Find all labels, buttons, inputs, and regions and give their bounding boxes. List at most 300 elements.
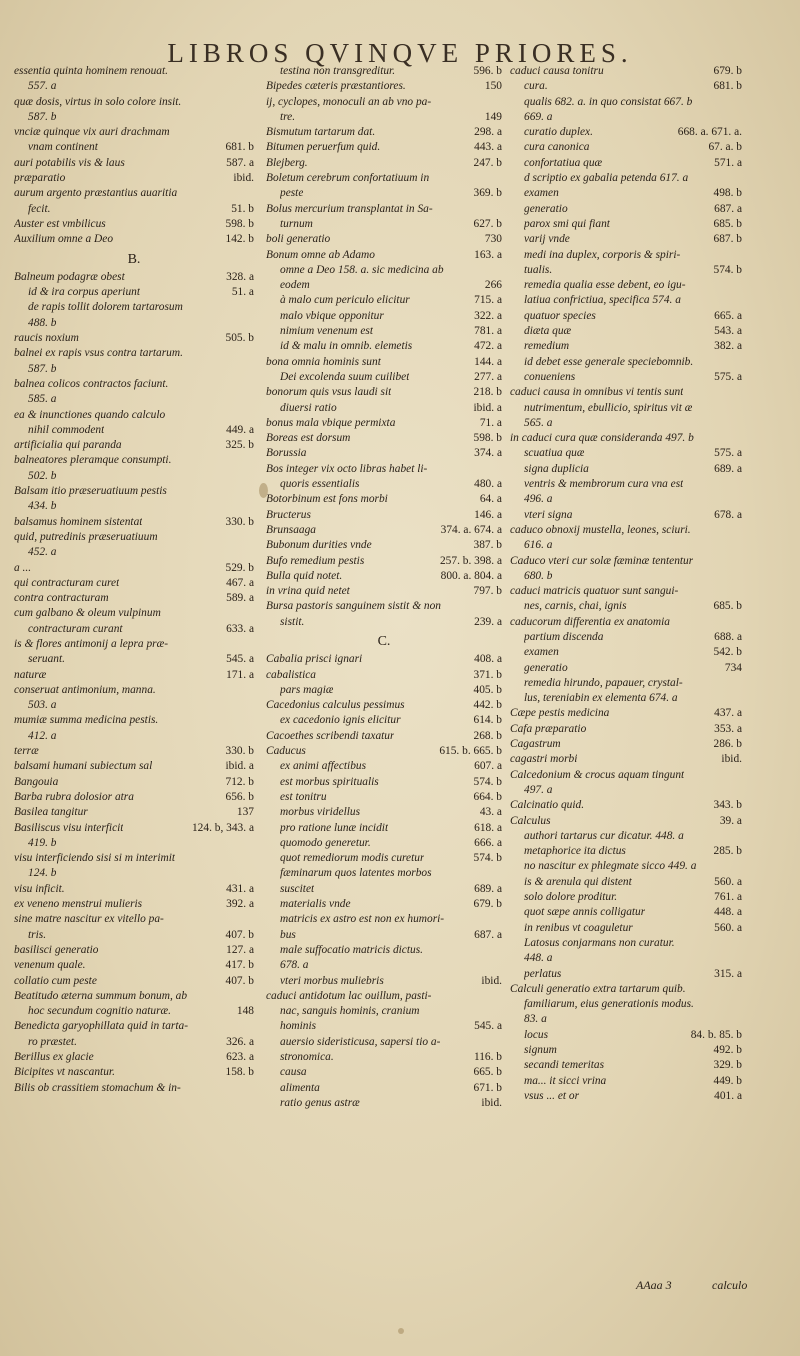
entry-text: nutrimentum, ebullicio, spiritus vit æ xyxy=(524,401,693,414)
page-reference: 687. a xyxy=(714,202,742,215)
index-entry xyxy=(266,1050,502,1065)
page-reference: 614. b xyxy=(473,714,502,727)
entry-text: locus xyxy=(524,1028,549,1041)
index-entry xyxy=(266,1065,502,1080)
page-reference: 681. b xyxy=(713,80,742,93)
index-entry xyxy=(14,408,254,423)
entry-text: Bolus mercurium transplantat in Sa- xyxy=(266,202,433,215)
index-entry xyxy=(266,278,502,293)
entry-text: Balneum podagræ obest xyxy=(14,270,125,283)
entry-text: 502. b xyxy=(28,469,57,482)
page-reference: 665. a xyxy=(714,309,742,322)
index-entry xyxy=(266,698,502,713)
index-entry xyxy=(266,385,502,400)
entry-text: is & arenula qui distent xyxy=(524,875,632,888)
page-reference: 543. a xyxy=(714,325,742,338)
index-entry xyxy=(510,186,742,201)
index-entry xyxy=(266,416,502,431)
index-entry xyxy=(510,1058,742,1073)
entry-text: cura. xyxy=(524,80,548,93)
page-reference: 545. a xyxy=(474,1020,502,1033)
entry-text: nac, sanguis hominis, cranium xyxy=(280,1005,420,1018)
page-reference: 315. a xyxy=(714,967,742,980)
index-entry xyxy=(510,385,742,400)
entry-text: remedium xyxy=(524,340,570,353)
index-entry xyxy=(14,1035,254,1050)
page-reference: 268. b xyxy=(473,729,502,742)
page-reference: 442. b xyxy=(473,699,502,712)
entry-text: ex cacedonio ignis elicitur xyxy=(280,714,401,727)
entry-text: auersio sideristicusa, sapersi tio a- xyxy=(280,1035,441,1048)
index-entry xyxy=(266,492,502,507)
index-entry xyxy=(510,875,742,890)
page-reference: 781. a xyxy=(474,325,502,338)
index-entry xyxy=(14,683,254,698)
index-entry xyxy=(266,523,502,538)
index-entry xyxy=(510,783,742,798)
page-reference: 730 xyxy=(484,233,502,246)
index-entry xyxy=(510,691,742,706)
page-reference: 560. a xyxy=(714,921,742,934)
page-reference: 64. a xyxy=(479,493,502,506)
page-reference: 615. b. 665. b xyxy=(439,745,502,758)
entry-text: Calcinatio quid. xyxy=(510,799,585,812)
page-reference: 329. b xyxy=(713,1059,742,1072)
index-entry xyxy=(266,851,502,866)
entry-text: nes, carnis, chai, ignis xyxy=(524,600,627,613)
entry-text: ma... it sicci vrina xyxy=(524,1074,607,1087)
page-reference: 401. a xyxy=(714,1089,742,1102)
entry-text: latiua confrictiua, specifica 574. a xyxy=(524,294,681,307)
entry-text: 557. a xyxy=(28,80,57,93)
index-entry xyxy=(510,554,742,569)
page-reference: 374. a xyxy=(474,447,502,460)
index-entry xyxy=(14,270,254,285)
index-entry xyxy=(14,125,254,140)
index-entry xyxy=(510,156,742,171)
page-reference: 587. a xyxy=(226,156,254,169)
entry-text: ex animi affectibus xyxy=(280,760,367,773)
page-reference: 712. b xyxy=(225,775,254,788)
entry-text: generatio xyxy=(524,661,568,674)
index-entry xyxy=(14,744,254,759)
index-entry xyxy=(14,606,254,621)
index-entry xyxy=(510,905,742,920)
page-reference: 408. a xyxy=(474,653,502,666)
index-entry xyxy=(14,362,254,377)
index-entry xyxy=(510,645,742,660)
index-entry xyxy=(266,974,502,989)
index-entry xyxy=(14,1081,254,1096)
index-entry xyxy=(266,263,502,278)
index-entry xyxy=(14,140,254,155)
page-reference: 374. a. 674. a xyxy=(440,523,502,536)
index-entry xyxy=(266,882,502,897)
index-entry xyxy=(266,202,502,217)
entry-text: Caduco vteri cur solæ fæminæ tententur xyxy=(510,554,694,567)
index-entry xyxy=(14,974,254,989)
page-reference: 589. a xyxy=(226,592,254,605)
page-reference: 387. b xyxy=(473,539,502,552)
entry-text: cum galbano & oleum vulpinum xyxy=(14,607,161,620)
index-entry xyxy=(510,967,742,982)
entry-text: Bulla quid notet. xyxy=(266,569,343,582)
entry-text: Bubonum durities vnde xyxy=(266,539,372,552)
index-entry xyxy=(510,737,742,752)
index-entry xyxy=(266,446,502,461)
index-entry xyxy=(266,293,502,308)
index-entry xyxy=(266,1004,502,1019)
entry-text: male suffocatio matricis dictus. xyxy=(280,943,424,956)
entry-text: 419. b xyxy=(28,836,57,849)
index-entry xyxy=(266,759,502,774)
page-reference: ibid. xyxy=(233,172,254,185)
page-reference: 596. b xyxy=(473,65,502,77)
entry-text: Benedicta garyophillata quid in tarta- xyxy=(14,1020,189,1033)
page-reference: 665. b xyxy=(473,1066,502,1079)
page-reference: 142. b xyxy=(225,233,254,246)
entry-text: mumiæ summa medicina pestis. xyxy=(14,714,159,727)
page-reference: ibid. a xyxy=(225,760,254,773)
index-entry xyxy=(266,912,502,927)
entry-text: collatio cum peste xyxy=(14,974,97,987)
index-entry xyxy=(14,346,254,361)
index-entry xyxy=(266,989,502,1004)
entry-text: tris. xyxy=(28,928,47,941)
index-entry xyxy=(510,921,742,936)
entry-text: Dei excolenda suum cuilibet xyxy=(280,370,410,383)
index-entry xyxy=(266,943,502,958)
index-entry xyxy=(266,309,502,324)
page-reference: 761. a xyxy=(714,891,742,904)
page-reference: 574. b xyxy=(713,263,742,276)
entry-text: præparatio xyxy=(14,172,66,185)
index-entry xyxy=(510,248,742,263)
index-entry xyxy=(14,805,254,820)
index-entry xyxy=(510,798,742,813)
index-entry xyxy=(510,1028,742,1043)
entry-text: 616. a xyxy=(524,539,553,552)
index-entry xyxy=(14,110,254,125)
page-reference: 322. a xyxy=(474,309,502,322)
entry-text: remedia qualia esse debent, eo igu- xyxy=(524,279,686,292)
entry-text: 503. a xyxy=(28,699,57,712)
page-reference: 443. a xyxy=(474,141,502,154)
entry-text: morbus viridellus xyxy=(280,806,361,819)
index-entry xyxy=(510,936,742,951)
page-reference: 666. a xyxy=(474,836,502,849)
index-entry xyxy=(510,95,742,110)
index-entry xyxy=(510,339,742,354)
entry-text: caducorum differentia ex anatomia xyxy=(510,615,670,628)
entry-text: testina non transgreditur. xyxy=(280,65,396,77)
page-reference: 116. b xyxy=(473,1051,502,1063)
index-entry xyxy=(14,821,254,836)
index-entry xyxy=(14,171,254,186)
index-entry xyxy=(510,492,742,507)
page-reference: 286. b xyxy=(713,738,742,751)
entry-text: matricis ex astro est non ex humori- xyxy=(280,913,445,926)
entry-text: qui contracturam curet xyxy=(14,576,120,589)
entry-text: 678. a xyxy=(280,959,309,972)
entry-text: balsami humani subiectum sal xyxy=(14,760,153,773)
page-reference: 277. a xyxy=(474,370,502,383)
entry-text: lus, tereniabin ex elementa 674. a xyxy=(524,692,678,705)
index-column-3 xyxy=(510,64,742,1294)
index-entry xyxy=(266,569,502,584)
entry-text: Botorbinum est fons morbi xyxy=(266,493,388,506)
page-reference: 163. a xyxy=(474,248,502,261)
index-entry xyxy=(266,652,502,667)
page-reference: 448. a xyxy=(714,906,742,919)
entry-text: Blejberg. xyxy=(266,156,308,169)
entry-text: balnei ex rapis vsus contra tartarum. xyxy=(14,347,183,360)
index-entry xyxy=(266,668,502,683)
index-entry xyxy=(510,661,742,676)
entry-text: materialis vnde xyxy=(280,898,351,911)
entry-text: 496. a xyxy=(524,493,553,506)
index-entry xyxy=(14,1050,254,1065)
index-entry xyxy=(14,882,254,897)
page-reference: 158. b xyxy=(225,1066,254,1079)
entry-text: Beatitudo æterna summum bonum, ab xyxy=(14,989,188,1002)
index-entry xyxy=(266,110,502,125)
page-reference: 407. b xyxy=(225,928,254,941)
index-entry xyxy=(14,316,254,331)
entry-text: Berillus ex glacie xyxy=(14,1051,94,1063)
index-entry xyxy=(510,202,742,217)
entry-text: is & flores antimonij a lepra præ- xyxy=(14,637,168,650)
page-reference: 149 xyxy=(484,110,502,123)
page-reference: 687. b xyxy=(713,233,742,246)
entry-text: Bipedes cæteris præstantiores. xyxy=(266,80,406,93)
index-entry xyxy=(266,370,502,385)
entry-text: medi ina duplex, corporis & spiri- xyxy=(524,248,681,261)
page-reference: 39. a xyxy=(719,814,742,827)
index-entry xyxy=(14,989,254,1004)
entry-text: in vrina quid netet xyxy=(266,585,350,598)
page-reference: ibid. xyxy=(721,753,742,766)
page-reference: 800. a. 804. a xyxy=(440,569,502,582)
index-entry xyxy=(14,469,254,484)
page-reference: 417. b xyxy=(225,959,254,972)
entry-text: nimium venenum est xyxy=(280,325,373,338)
index-entry xyxy=(14,729,254,744)
index-entry xyxy=(14,285,254,300)
page-reference: 353. a xyxy=(714,722,742,735)
index-entry xyxy=(510,355,742,370)
entry-text: de rapis tollit dolorem tartarosum xyxy=(28,301,183,314)
stain xyxy=(398,1328,404,1334)
entry-text: vteri signa xyxy=(524,508,573,521)
entry-text: id & ira corpus aperiunt xyxy=(28,286,141,299)
page-reference: 685. b xyxy=(713,217,742,230)
page-reference: 574. b xyxy=(473,775,502,788)
page-reference: 472. a xyxy=(474,340,502,353)
index-entry xyxy=(510,309,742,324)
index-entry xyxy=(266,508,502,523)
index-entry xyxy=(510,814,742,829)
index-entry xyxy=(14,576,254,591)
index-entry xyxy=(14,202,254,217)
entry-text: varij vnde xyxy=(524,233,570,246)
entry-text: bus xyxy=(280,928,296,941)
entry-text: caduci matricis quatuor sunt sangui- xyxy=(510,585,679,598)
index-entry xyxy=(266,584,502,599)
page-reference: 325. b xyxy=(225,439,254,452)
running-header: LIBROS QVINQVE PRIORES. xyxy=(167,38,633,68)
index-entry xyxy=(14,591,254,606)
index-entry xyxy=(510,997,742,1012)
page-reference: 239. a xyxy=(474,615,502,628)
index-entry xyxy=(510,232,742,247)
page-reference: ibid. xyxy=(481,1096,502,1109)
page-reference: ibid. xyxy=(481,974,502,987)
entry-text: diuersi ratio xyxy=(280,401,337,414)
entry-text: Bonum omne ab Adamo xyxy=(266,248,375,261)
entry-text: Cabalia prisci ignari xyxy=(266,653,363,666)
entry-text: bona omnia hominis sunt xyxy=(266,355,381,368)
index-entry xyxy=(510,599,742,614)
index-entry xyxy=(14,423,254,438)
entry-text: remedia hirundo, papauer, crystal- xyxy=(524,676,683,689)
index-entry xyxy=(14,499,254,514)
entry-text: Boreas est dorsum xyxy=(266,432,351,445)
entry-text: balnea colicos contractos faciunt. xyxy=(14,377,169,390)
entry-text: nihil commodent xyxy=(28,423,105,436)
entry-text: pars magiæ xyxy=(280,683,334,696)
entry-text: suscitet xyxy=(280,882,315,895)
entry-text: 488. b xyxy=(28,316,57,329)
entry-text: essentia quinta hominem renouat. xyxy=(14,65,168,77)
index-entry xyxy=(266,805,502,820)
index-entry xyxy=(266,1081,502,1096)
page-reference: 431. a xyxy=(226,882,254,895)
entry-text: naturæ xyxy=(14,668,47,681)
index-entry xyxy=(510,676,742,691)
entry-text: basilisci generatio xyxy=(14,943,99,956)
page-reference: 678. a xyxy=(714,508,742,521)
index-entry xyxy=(266,140,502,155)
page-reference: 382. a xyxy=(714,340,742,353)
index-entry xyxy=(14,545,254,560)
entry-text: est morbus spiritualis xyxy=(280,775,379,788)
entry-text: Barba rubra dolosior atra xyxy=(14,790,134,803)
page-reference: 407. b xyxy=(225,974,254,987)
index-entry xyxy=(266,431,502,446)
index-entry xyxy=(510,538,742,553)
page-reference: 148 xyxy=(236,1005,254,1018)
page-reference: 257. b. 398. a xyxy=(439,554,502,567)
entry-text: curatio duplex. xyxy=(524,126,593,139)
index-entry xyxy=(510,370,742,385)
entry-text: visu interficiendo sisi si m interimit xyxy=(14,852,176,865)
page-reference: 124. b, 343. a xyxy=(191,821,254,834)
index-entry xyxy=(266,538,502,553)
index-entry xyxy=(266,790,502,805)
index-entry xyxy=(266,744,502,759)
index-entry xyxy=(510,477,742,492)
entry-text: venenum quale. xyxy=(14,959,86,972)
entry-text: eodem xyxy=(280,279,310,292)
index-entry xyxy=(14,943,254,958)
entry-text: pro ratione lunæ incidit xyxy=(280,821,389,834)
index-entry xyxy=(266,866,502,881)
signature-mark: AAaa 3 xyxy=(636,1278,672,1292)
entry-text: vsus ... et or xyxy=(524,1089,580,1102)
index-entry xyxy=(510,844,742,859)
index-entry xyxy=(14,392,254,407)
entry-text: bonorum quis vsus laudi sit xyxy=(266,386,392,399)
index-entry xyxy=(14,759,254,774)
index-entry xyxy=(510,768,742,783)
entry-text: 83. a xyxy=(524,1013,547,1026)
page-reference: 685. b xyxy=(713,600,742,613)
page-reference: 84. b. 85. b xyxy=(690,1028,742,1041)
entry-text: Basiliscus visu interficit xyxy=(14,821,124,834)
index-entry xyxy=(266,355,502,370)
index-entry xyxy=(266,775,502,790)
index-entry xyxy=(266,324,502,339)
page-reference: 480. a xyxy=(474,478,502,491)
index-entry xyxy=(510,859,742,874)
entry-text: 434. b xyxy=(28,500,57,513)
entry-text: cabalistica xyxy=(266,668,316,681)
index-entry xyxy=(510,293,742,308)
entry-text: quid, putredinis præseruatiuum xyxy=(14,530,158,543)
index-entry xyxy=(14,851,254,866)
entry-text: stronomica. xyxy=(280,1051,334,1063)
page-reference: 405. b xyxy=(473,683,502,696)
page-reference: 343. b xyxy=(713,799,742,812)
index-entry xyxy=(510,706,742,721)
entry-text: malo vbique opponitur xyxy=(280,309,384,322)
entry-text: hominis xyxy=(280,1020,317,1033)
entry-text: 587. b xyxy=(28,362,57,375)
index-entry xyxy=(266,125,502,140)
index-entry xyxy=(510,569,742,584)
page-reference: 679. b xyxy=(473,898,502,911)
entry-text: Cæpe pestis medicina xyxy=(510,707,610,720)
entry-text: solo dolore proditur. xyxy=(524,891,618,904)
index-entry xyxy=(266,248,502,263)
page-reference: 171. a xyxy=(226,668,254,681)
index-entry xyxy=(510,1043,742,1058)
index-entry xyxy=(266,729,502,744)
index-entry xyxy=(14,331,254,346)
page-reference: 633. a xyxy=(226,622,254,635)
entry-text: fæminarum quos latentes morbos xyxy=(280,867,432,880)
entry-text: Cagastrum xyxy=(510,738,561,751)
entry-text: 412. a xyxy=(28,729,57,742)
index-entry xyxy=(510,508,742,523)
entry-text: peste xyxy=(280,187,304,200)
index-entry xyxy=(510,125,742,140)
entry-text: ratio genus astræ xyxy=(280,1096,360,1109)
index-entry xyxy=(510,1089,742,1104)
entry-text: vnciæ quinque vix auri drachmam xyxy=(14,126,170,139)
page-reference: 607. a xyxy=(474,760,502,773)
index-entry xyxy=(14,836,254,851)
page-reference: 598. b xyxy=(473,432,502,445)
page-reference: 247. b xyxy=(473,156,502,169)
page-reference: 668. a. 671. a. xyxy=(677,126,742,139)
entry-text: Bicipites vt nascantur. xyxy=(14,1066,115,1079)
index-entry xyxy=(266,64,502,79)
index-entry xyxy=(510,278,742,293)
index-column-1 xyxy=(14,64,254,1294)
page-reference: ibid. a xyxy=(473,401,502,414)
